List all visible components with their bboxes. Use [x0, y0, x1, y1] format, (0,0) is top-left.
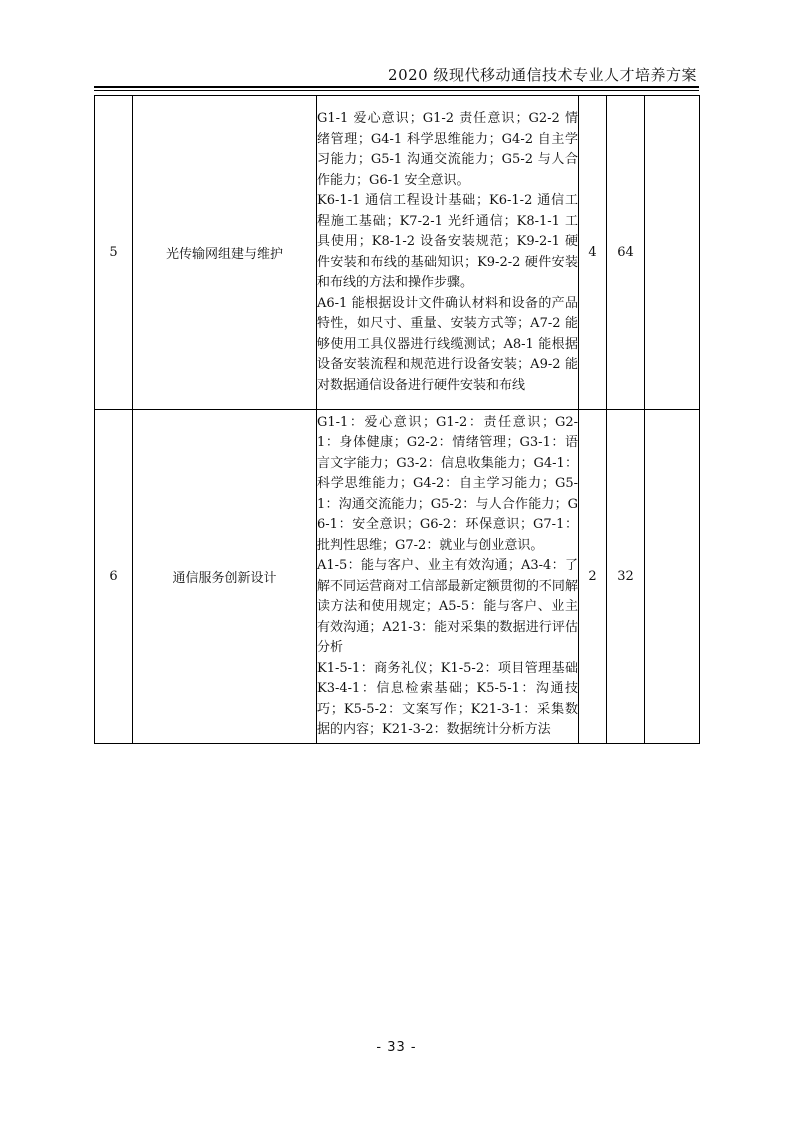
document-header-title: 2020 级现代移动通信技术专业人才培养方案	[388, 66, 697, 84]
competency-paragraph: K6-1-1 通信工程设计基础；K6-1-2 通信工程施工基础；K7-2-1 光纤通信；K8-1-1 工具使用；K8-1-2 设备安装规范；K9-2-1 硬件安装和布线的基础知识；K9-2-2 硬件安装和布线的方法和操作步骤。	[317, 193, 578, 290]
header-rule-thick	[94, 86, 699, 88]
table-row	[95, 410, 700, 744]
competency-paragraph: K1-5-1：商务礼仪；K1-5-2：项目管理基础K3-4-1：信息检索基础；K5-5-1：沟通技巧；K5-5-2：文案写作；K21-3-1：采集数据的内容；K21-3-2：数据统计分析方法	[317, 660, 578, 737]
table-row	[95, 96, 700, 410]
course-number: 5	[95, 96, 133, 410]
course-remark	[645, 410, 700, 744]
course-hours: 64	[607, 96, 645, 410]
competency-paragraph: A1-5：能与客户、业主有效沟通；A3-4：了解不同运营商对工信部最新定额贯彻的不同解读方法和使用规定；A5-5：能与客户、业主有效沟通；A21-3：能对采集的数据进行评估分析	[317, 558, 578, 655]
competency-paragraph: A6-1 能根据设计文件确认材料和设备的产品特性，如尺寸、重量、安装方式等；A7-2 能够使用工具仪器进行线缆测试；A8-1 能根据设备安装流程和规范进行设备安装；A9-2 能对数据通信设备进行硬件安装和布线	[317, 295, 578, 393]
page-number: - 33 -	[376, 1040, 417, 1055]
course-hours: 32	[607, 410, 645, 744]
course-credits: 4	[579, 96, 607, 410]
course-competencies	[317, 410, 579, 744]
course-name: 光传输网组建与维护	[133, 96, 317, 410]
course-credits: 2	[579, 410, 607, 744]
course-remark	[645, 96, 700, 410]
header-rule-thin	[94, 90, 699, 91]
course-table	[94, 95, 700, 744]
course-competencies	[317, 96, 579, 410]
competency-paragraph: G1-1 爱心意识；G1-2 责任意识；G2-2 情绪管理；G4-1 科学思维能力；G4-2 自主学习能力；G5-1 沟通交流能力；G5-2 与人合作能力；G6-1 安全意识。	[317, 111, 578, 188]
course-number: 6	[95, 410, 133, 744]
course-name: 通信服务创新设计	[133, 410, 317, 744]
competency-paragraph: G1-1：爱心意识；G1-2：责任意识；G2-1：身体健康；G2-2：情绪管理；G3-1：语言文字能力；G3-2：信息收集能力；G4-1：科学思维能力；G4-2：自主学习能力；G5-1：沟通交流能力；G5-2：与人合作能力；G6-1：安全意识；G6-2：环保意识；G7-1：批判性思维；G7-2：就业与创业意识。	[317, 414, 578, 553]
